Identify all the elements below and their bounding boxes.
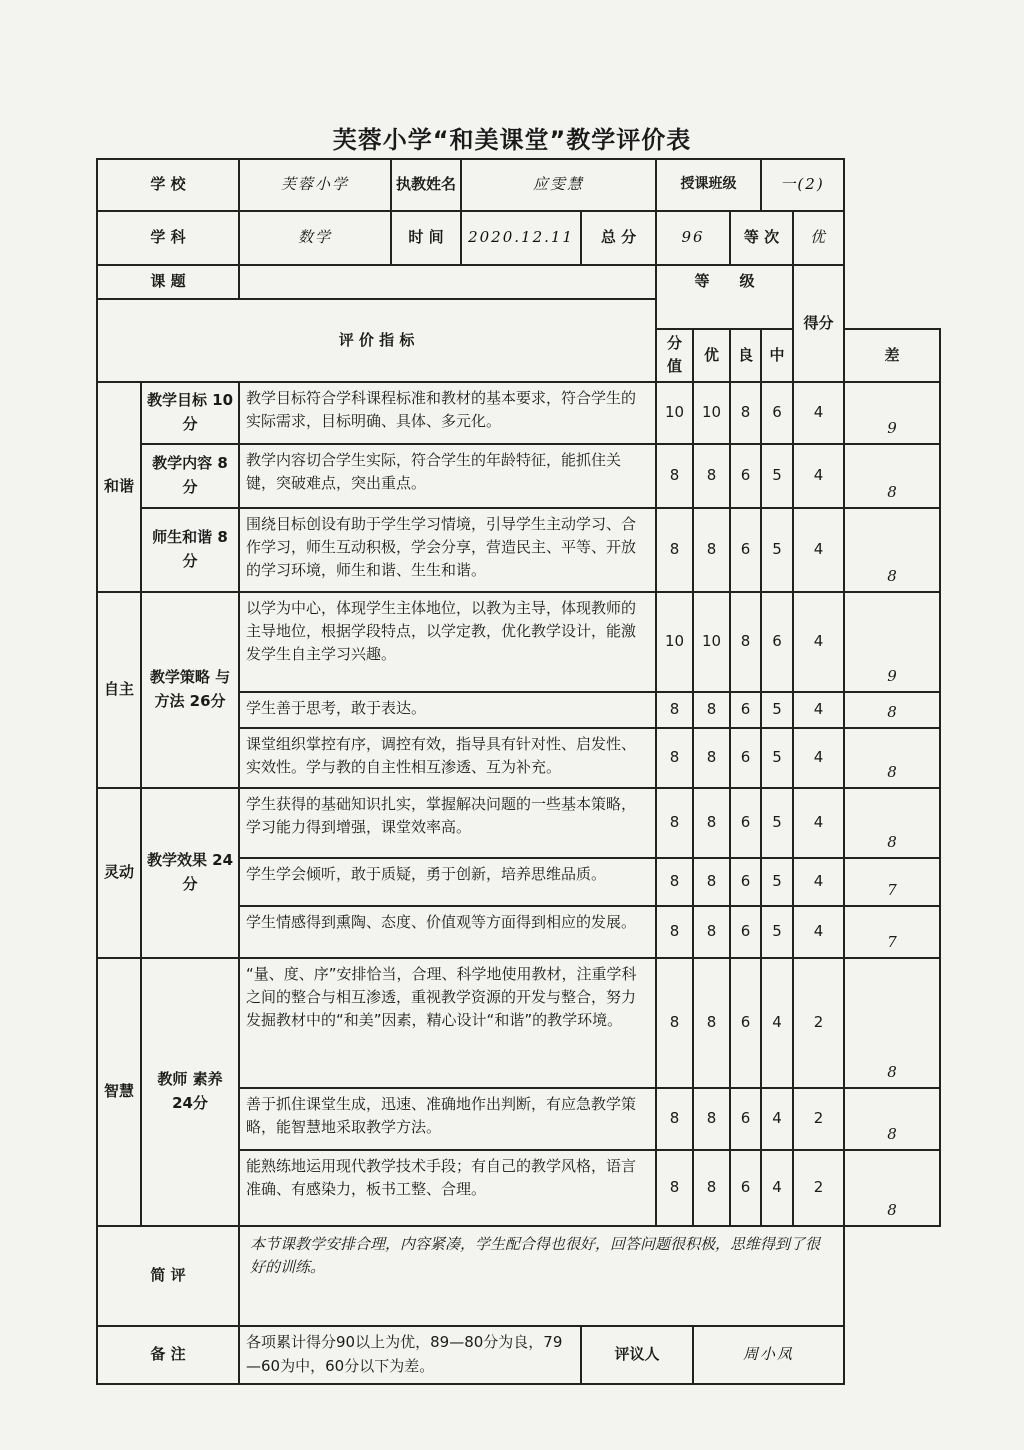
- excellent-cell: 8: [693, 788, 730, 858]
- table-row: [97, 592, 940, 692]
- table-row: [97, 508, 940, 592]
- remark-label: 备 注: [97, 1326, 239, 1384]
- excellent-cell: 8: [693, 508, 730, 592]
- section-name: 和谐: [97, 382, 141, 592]
- school-value: 芙蓉小学: [239, 159, 391, 211]
- good-cell: 6: [730, 1150, 761, 1226]
- topic-label: 课 题: [97, 265, 239, 299]
- group-name: 教学策略 与 方法 26分: [141, 592, 239, 788]
- criterion-text: 教学内容切合学生实际，符合学生的年龄特征，能抓住关键，突破难点，突出重点。: [239, 444, 656, 508]
- poor-header: 差: [844, 329, 940, 382]
- poor-cell: 4: [793, 788, 844, 858]
- value-header: 分值: [656, 329, 693, 382]
- value-cell: 8: [656, 1150, 693, 1226]
- value-cell: 8: [656, 906, 693, 958]
- time-value: 2020.12.11: [461, 211, 581, 265]
- group-name: 教学内容 8分: [141, 444, 239, 508]
- value-cell: 8: [656, 728, 693, 788]
- group-name: 教学效果 24分: [141, 788, 239, 958]
- good-header: 良: [730, 329, 761, 382]
- score-cell: 7: [844, 906, 940, 958]
- value-cell: 8: [656, 958, 693, 1088]
- section-name: 灵动: [97, 788, 141, 958]
- total-value: 96: [656, 211, 730, 265]
- good-cell: 6: [730, 1088, 761, 1150]
- excellent-cell: 8: [693, 858, 730, 906]
- medium-cell: 5: [761, 906, 793, 958]
- excellent-cell: 8: [693, 444, 730, 508]
- criterion-text: 课堂组织掌控有序，调控有效，指导具有针对性、启发性、实效性。学与教的自主性相互渗透、互为补充。: [239, 728, 656, 788]
- subject-label: 学 科: [97, 211, 239, 265]
- group-name: 教师 素养 24分: [141, 958, 239, 1226]
- value-cell: 8: [656, 692, 693, 728]
- remark-row: [97, 1326, 940, 1384]
- excellent-cell: 8: [693, 906, 730, 958]
- medium-cell: 4: [761, 958, 793, 1088]
- excellent-cell: 8: [693, 728, 730, 788]
- table-row: [97, 444, 940, 508]
- form-title: 芙蓉小学“和美课堂”教学评价表: [332, 126, 692, 154]
- teacher-label: 执教姓名: [391, 159, 461, 211]
- teacher-value: 应雯慧: [461, 159, 656, 211]
- medium-cell: 5: [761, 728, 793, 788]
- score-cell: 8: [844, 728, 940, 788]
- class-value: 一(2): [761, 159, 844, 211]
- medium-cell: 6: [761, 382, 793, 444]
- excellent-header: 优: [693, 329, 730, 382]
- good-cell: 6: [730, 906, 761, 958]
- medium-cell: 6: [761, 592, 793, 692]
- section-name: 智慧: [97, 958, 141, 1226]
- poor-cell: 4: [793, 692, 844, 728]
- table-row: [97, 958, 940, 1088]
- class-label: 授课班级: [656, 159, 761, 211]
- medium-cell: 5: [761, 508, 793, 592]
- grade-label: 等 次: [730, 211, 793, 265]
- poor-cell: 4: [793, 382, 844, 444]
- score-cell: 8: [844, 958, 940, 1088]
- comment-row: [97, 1226, 940, 1326]
- score-cell: 8: [844, 788, 940, 858]
- criterion-text: 学生获得的基础知识扎实，掌握解决问题的一些基本策略，学习能力得到增强，课堂效率高。: [239, 788, 656, 858]
- good-cell: 6: [730, 444, 761, 508]
- comment-label: 简 评: [97, 1226, 239, 1326]
- score-cell: 8: [844, 508, 940, 592]
- score-cell: 8: [844, 1150, 940, 1226]
- good-cell: 8: [730, 592, 761, 692]
- total-label: 总 分: [581, 211, 656, 265]
- criterion-text: 学生情感得到熏陶、态度、价值观等方面得到相应的发展。: [239, 906, 656, 958]
- value-cell: 8: [656, 444, 693, 508]
- level-header: 等 级: [656, 265, 793, 329]
- good-cell: 6: [730, 728, 761, 788]
- score-header: 得分: [793, 265, 844, 382]
- criterion-text: 围绕目标创设有助于学生学习情境，引导学生主动学习、合作学习，师生互动积极，学会分享，营造民主、平等、开放的学习环境，师生和谐、生生和谐。: [239, 508, 656, 592]
- poor-cell: 2: [793, 1088, 844, 1150]
- good-cell: 8: [730, 382, 761, 444]
- good-cell: 6: [730, 858, 761, 906]
- criterion-text: 能熟练地运用现代教学技术手段；有自己的教学风格，语言准确、有感染力，板书工整、合理。: [239, 1150, 656, 1226]
- score-cell: 9: [844, 592, 940, 692]
- evaluation-table: [96, 158, 941, 1385]
- value-cell: 8: [656, 1088, 693, 1150]
- topic-value: [239, 265, 656, 299]
- score-cell: 8: [844, 1088, 940, 1150]
- score-cell: 8: [844, 692, 940, 728]
- reviewer-label: 评议人: [581, 1326, 693, 1384]
- criterion-text: 善于抓住课堂生成，迅速、准确地作出判断，有应急教学策略，能智慧地采取教学方法。: [239, 1088, 656, 1150]
- value-cell: 8: [656, 508, 693, 592]
- criterion-text: 以学为中心，体现学生主体地位，以教为主导，体现教师的主导地位，根据学段特点，以学定教，优化教学设计，能激发学生自主学习兴趣。: [239, 592, 656, 692]
- poor-cell: 2: [793, 958, 844, 1088]
- medium-cell: 5: [761, 788, 793, 858]
- grade-value: 优: [793, 211, 844, 265]
- medium-cell: 5: [761, 858, 793, 906]
- time-label: 时 间: [391, 211, 461, 265]
- table-row: [97, 788, 940, 858]
- poor-cell: 4: [793, 858, 844, 906]
- excellent-cell: 8: [693, 958, 730, 1088]
- subject-value: 数学: [239, 211, 391, 265]
- excellent-cell: 8: [693, 692, 730, 728]
- header-row-2: [97, 211, 940, 265]
- remark-text: 各项累计得分90以上为优，89—80分为良，79—60为中，60分以下为差。: [239, 1326, 581, 1384]
- reviewer-value: 周小凤: [693, 1326, 844, 1384]
- score-cell: 7: [844, 858, 940, 906]
- group-name: 教学目标 10分: [141, 382, 239, 444]
- value-cell: 10: [656, 382, 693, 444]
- excellent-cell: 10: [693, 592, 730, 692]
- indicators-header: 评 价 指 标: [97, 299, 656, 382]
- poor-cell: 4: [793, 444, 844, 508]
- good-cell: 6: [730, 508, 761, 592]
- score-cell: 9: [844, 382, 940, 444]
- medium-header: 中: [761, 329, 793, 382]
- medium-cell: 4: [761, 1150, 793, 1226]
- comment-text: 本节课教学安排合理，内容紧凑，学生配合得也很好，回答问题很积极，思维得到了很好的训练。: [239, 1226, 844, 1326]
- header-row-3: [97, 265, 940, 299]
- score-cell: 8: [844, 444, 940, 508]
- poor-cell: 4: [793, 592, 844, 692]
- group-name: 师生和谐 8分: [141, 508, 239, 592]
- excellent-cell: 8: [693, 1150, 730, 1226]
- poor-cell: 4: [793, 728, 844, 788]
- school-label: 学 校: [97, 159, 239, 211]
- criterion-text: 学生善于思考，敢于表达。: [239, 692, 656, 728]
- good-cell: 6: [730, 692, 761, 728]
- poor-cell: 2: [793, 1150, 844, 1226]
- header-row-1: [97, 159, 940, 211]
- good-cell: 6: [730, 788, 761, 858]
- criterion-text: “量、度、序”安排恰当，合理、科学地使用教材，注重学科之间的整合与相互渗透，重视教学资源的开发与整合，努力发掘教材中的“和美”因素，精心设计“和谐”的教学环境。: [239, 958, 656, 1088]
- criterion-text: 教学目标符合学科课程标准和教材的基本要求，符合学生的实际需求，目标明确、具体、多元化。: [239, 382, 656, 444]
- medium-cell: 5: [761, 692, 793, 728]
- good-cell: 6: [730, 958, 761, 1088]
- excellent-cell: 10: [693, 382, 730, 444]
- medium-cell: 5: [761, 444, 793, 508]
- value-cell: 10: [656, 592, 693, 692]
- value-cell: 8: [656, 858, 693, 906]
- section-name: 自主: [97, 592, 141, 788]
- poor-cell: 4: [793, 906, 844, 958]
- poor-cell: 4: [793, 508, 844, 592]
- value-cell: 8: [656, 788, 693, 858]
- excellent-cell: 8: [693, 1088, 730, 1150]
- table-row: [97, 382, 940, 444]
- medium-cell: 4: [761, 1088, 793, 1150]
- criterion-text: 学生学会倾听，敢于质疑，勇于创新，培养思维品质。: [239, 858, 656, 906]
